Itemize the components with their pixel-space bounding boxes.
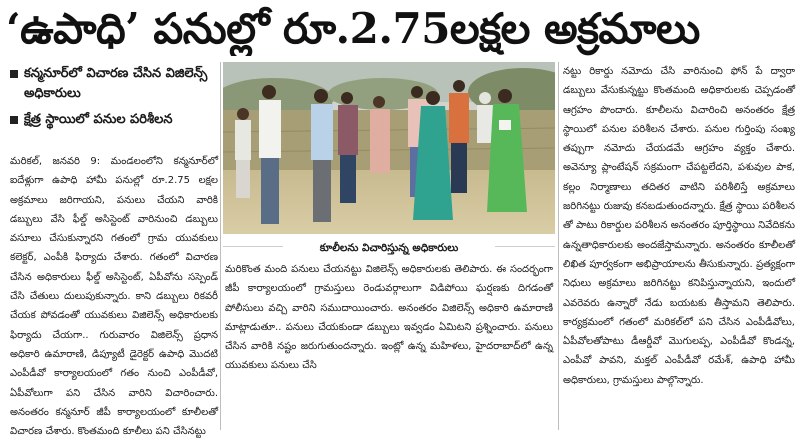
article-column-left — [10, 152, 218, 441]
article-paragraph: నట్టు రికార్డు నమోదు చేసి వారినుంచి ఫోన్ పే ద్వారా డబ్బులు వేసుకున్నట్టు కొంతమంది అధికారులకు చెప్పడంతో ఆగ్రహం పొందారు. కూలీలను విచారించి అనంతరం క్షేత్ర స్థాయిలో పనుల పరిశీలన చేశారు. పనుల గుర్తింపు సంఖ్య తప్పుగా నమోదు చేయడమే ఆగ్రహం వ్యక్తం చేశారు. అవెన్యూ ప్లాంటేషన్ సక్రమంగా చేపట్టలేదని, పశువుల పాక, కల్లం నిర్మాణాలు తదితర వాటిని పరిశీలిస్తే అక్రమాలు జరిగినట్టు రుజువు కనబడుతుందన్నారు. క్షేత్ర స్థాయి పరిశీలన తో పాటు రికార్డుల పరిశీలన అనంతరం పూర్తిస్థాయి నివేదికను ఉన్నతాధికారులకు అందజేస్తామన్నారు. అనంతరం కూలీలతో లిఖిత పూర్వకంగా అభిప్రాయాలను తీసుకున్నారు. ప్రత్యక్షంగా నిధులు అక్రమాలు జరిగినట్టు కనిపిస్తున్నాయని, ఇందులో ఎవరెవరు ఉన్నారో నేడు బయటకు తీస్తామని తెలిపారు. కార్యక్రమంలో గతంలో మరికల్‌లో పని చేసిన ఎంపీడీవోలు, ఏపీవోలతోపాటు డీఆర్డీవో మొగులప్ప, ఎంపీడీవో కొండన్న, ఎంపీవో పావని, మక్తల్ ఎంపీడీవో రమేశ్, ఉపాధి హామీ అధికారులు, గ్రామస్తులు పాల్గొన్నారు. — [563, 66, 796, 386]
subheading-item — [10, 110, 215, 130]
subheading-text: కన్మనూర్‌లో విచారణ చేసిన విజిలెన్స్ అధికారులు — [24, 66, 208, 101]
article-paragraph: మరికల్, జనవరి 9: మండలంలోని కన్మనూర్‌లో ఐదేళ్లుగా ఉపాధి హామీ పనుల్లో రూ.2.75 లక్షల అక్రమాలు జరిగాయని, పనులు చేయని వారికి డబ్బులు వేసి ఫీల్డ్ అసిస్టెంట్ వారినుంచి డబ్బులు వసూలు చేసుకున్నారని గతంలో గ్రామ యువకులు కలెక్టర్, ఎంపీకి ఫిర్యాదు చేశారు. గతంలో విచారణ చేసిన అధికారులు ఫీల్డ్ అసిస్టెంట్, ఏపీవోను సస్పెండ్ చేసి చేతులు దులుపుకున్నారు. కాని డబ్బులు రికవరీ చేయక పోవడంతో యువకులు విజిలెన్స్ అధికారులకు ఫిర్యాదు చేయగా.. గురువారం విజిలెన్స్ ప్రధాన అధికారి ఉమారాణి, డిప్యూటీ డైరెక్టర్ ఉపాధి మొదటి ఎంపీడీవో కార్యాలయంలో గతం నుంచి ఎంపీడీవో, ఏపీవోలుగా పని చేసిన వారిని విచారించారు. అనంతరం కన్మనూర్ జీపీ కార్యాలయంలో కూలీలతో విచారణ చేశారు. కొంతమంది కూలీలు పని చేసినట్టు — [10, 156, 218, 438]
caption-rule-left — [223, 246, 283, 247]
column-divider — [220, 62, 221, 430]
subheading-item — [10, 64, 215, 104]
news-photo — [223, 62, 555, 234]
officials-inspecting-photo — [223, 62, 555, 234]
subheadings — [10, 64, 215, 136]
caption-rule-right — [495, 246, 555, 247]
column-divider — [558, 62, 559, 430]
bullet-square-icon — [10, 70, 18, 78]
subheading-text: క్షేత్ర స్థాయిలో పనుల పరిశీలన — [24, 112, 173, 127]
headline: ‘ఉపాధి’ పనుల్లో రూ.2.75లక్షల అక్రమాలు — [6, 4, 700, 53]
photo-caption: కూలీలను విచారిస్తున్న అధికారులు — [319, 242, 459, 254]
article-column-right — [563, 62, 795, 390]
article-column-middle — [225, 260, 553, 376]
article-paragraph: మరికొంత మంది పనులు చేయనట్టు విజిలెన్స్ అధికారులకు తెలిపారు. ఈ సందర్భంగా జీపీ కార్యాలయంలో గ్రామస్తులు రెండువర్గాలుగా విడిపోయి ఘర్షణకు దిగడంతో పోలీసులు వచ్చి వారిని సముదాయించారు. అనంతరం విజిలెన్స్ అధికారి ఉమారాణి మాట్లాడుతూ.. పనులు చేయకుండా డబ్బులు ఇవ్వడం ఏమిటని ప్రశ్నించారు. పనులు చేసిన వారికి నష్టం జరుగుతుందన్నారు. ఇంట్లో ఉన్న మహిళలు, హైదరాబాద్‌లో ఉన్న యువకులు పనులు చేసి — [225, 264, 553, 372]
bullet-square-icon — [10, 116, 18, 124]
